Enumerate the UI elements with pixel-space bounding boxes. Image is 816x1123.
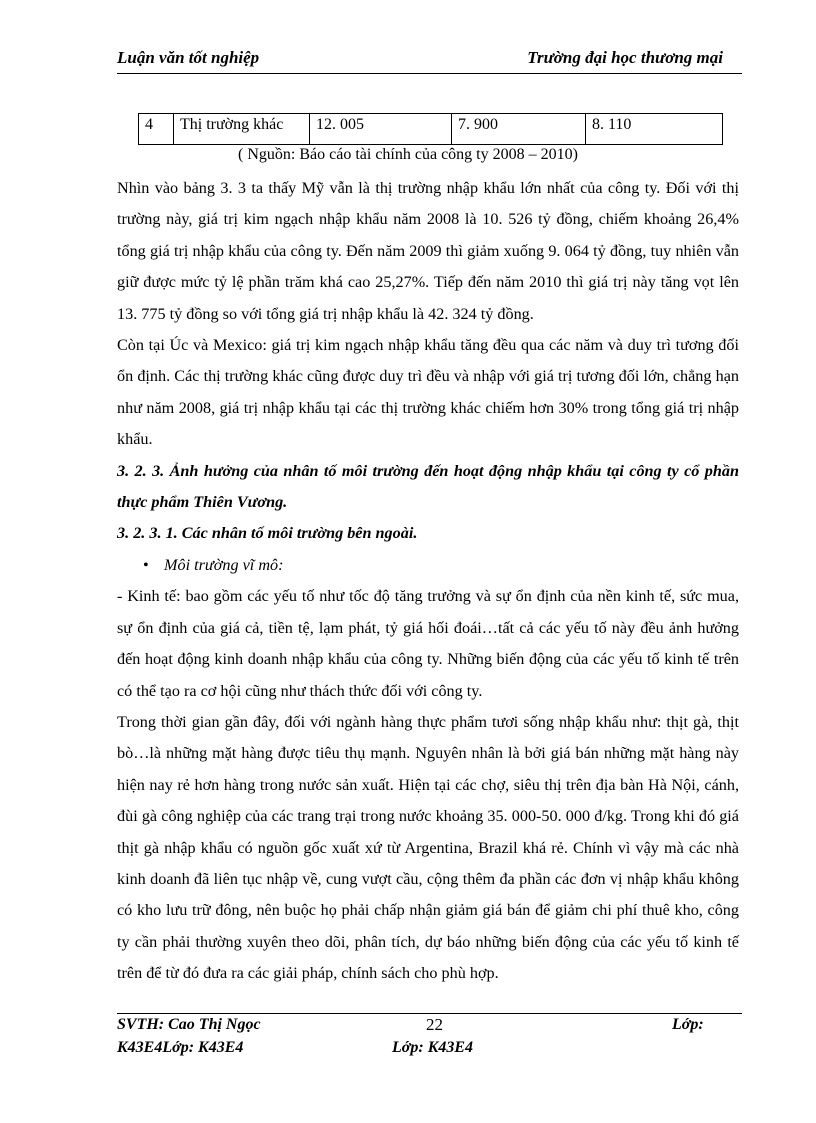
paragraph-us-market: Nhìn vào bảng 3. 3 ta thấy Mỹ vẫn là thị trường nhập khẩu lớn nhất của công ty. Đối với thị trường này, giá trị kim ngạch nhập khẩu năm 2008 là 10. 526 tỷ đồng, chiếm khoảng 26,4% tổng giá trị nhập khẩu của công ty. Đến năm 2009 thì giảm xuống 9. 064 tỷ đồng, tuy nhiên vẫn giữ được mức tỷ lệ phần trăm khá cao 25,27%. Tiếp đến năm 2010 thì giá trị này tăng vọt lên 13. 775 tỷ đồng so với tổng giá trị nhập khẩu là 42. 324 tỷ đồng. xyxy=(117,179,739,323)
table-source-note: ( Nguồn: Báo cáo tài chính của công ty 2008 – 2010) xyxy=(238,146,578,163)
page-number: 22 xyxy=(426,1015,443,1034)
subsection-heading: 3. 2. 3. 1. Các nhân tố môi trường bên ngoài. xyxy=(117,524,418,543)
page-header xyxy=(117,48,723,72)
table-row xyxy=(139,114,723,145)
header-university: Trường đại học thương mại xyxy=(527,48,723,67)
footer-class-center: Lớp: K43E4 xyxy=(392,1039,474,1056)
header-thesis-title: Luận văn tốt nghiệp xyxy=(117,48,260,67)
table-cell-2008: 12. 005 xyxy=(310,114,452,145)
footer-class-left: K43E4Lớp: K43E4 xyxy=(117,1039,244,1056)
paragraph-economy: - Kinh tế: bao gồm các yếu tố như tốc độ tăng trưởng và sự ổn định của nền kinh tế, sức mua, sự ổn định của giá cả, tiền tệ, lạm phát, tỷ giá hối đoái…tất cả các yếu tố này đều ảnh hưởng đến hoạt động kinh doanh nhập khẩu của công ty. Những biến động của các yếu tố kinh tế trên có thể tạo ra cơ hội cũng như thách thức đối với công ty. xyxy=(117,587,739,700)
paragraph-other-markets: Còn tại Úc và Mexico: giá trị kim ngạch nhập khẩu tăng đều qua các năm và duy trì tương đối ổn định. Các thị trường khác cũng được duy trì đều và nhập với giá trị tương đối lớn, chẳng hạn như năm 2008, giá trị nhập khẩu tại các thị trường khác chiếm hơn 30% trong tổng giá trị nhập khẩu. xyxy=(117,336,739,449)
footer-student: SVTH: Cao Thị Ngọc xyxy=(117,1016,261,1033)
bullet-dot-icon: • xyxy=(143,555,149,574)
section-heading: 3. 2. 3. Ảnh hưởng của nhân tố môi trường đến hoạt động nhập khẩu tại công ty cổ phần thực phẩm Thiên Vương. xyxy=(117,461,739,512)
table-cell-index: 4 xyxy=(139,114,174,145)
paragraph-recent-trends: Trong thời gian gần đây, đối với ngành hàng thực phẩm tươi sống nhập khẩu như: thịt gà, thịt bò…là những mặt hàng được tiêu thụ mạnh. Nguyên nhân là bởi giá bán những mặt hàng này hiện nay rẻ hơn hàng trong nước sản xuất. Hiện tại các chợ, siêu thị trên địa bàn Hà Nội, cánh, đùi gà công nghiệp của các trang trại trong nước khoảng 35. 000-50. 000 đ/kg. Trong khi đó giá thịt gà nhập khẩu có nguồn gốc xuất xứ từ Argentina, Brazil khá rẻ. Chính vì vậy mà các nhà kinh doanh đã liên tục nhập về, cung vượt cầu, cộng thêm đa phần các đơn vị nhập khẩu không có kho lưu trữ đông, nên buộc họ phải chấp nhận giảm giá bán để giảm chi phí thuê kho, công ty cần phải thường xuyên theo dõi, phân tích, dự báo những biến động của các yếu tố kinh tế trên để từ đó đưa ra các giải pháp, chính sách cho phù hợp. xyxy=(117,712,739,983)
table-cell-market: Thị trường khác xyxy=(174,114,310,145)
header-divider xyxy=(117,73,742,74)
table-cell-2010: 8. 110 xyxy=(586,114,723,145)
bullet-item xyxy=(117,550,739,581)
market-table xyxy=(138,113,723,145)
body-text xyxy=(117,173,739,990)
bullet-label: Môi trường vĩ mô: xyxy=(164,555,284,574)
footer-divider xyxy=(117,1013,742,1014)
table-cell-2009: 7. 900 xyxy=(452,114,586,145)
footer-class-right: Lớp: xyxy=(672,1016,704,1033)
